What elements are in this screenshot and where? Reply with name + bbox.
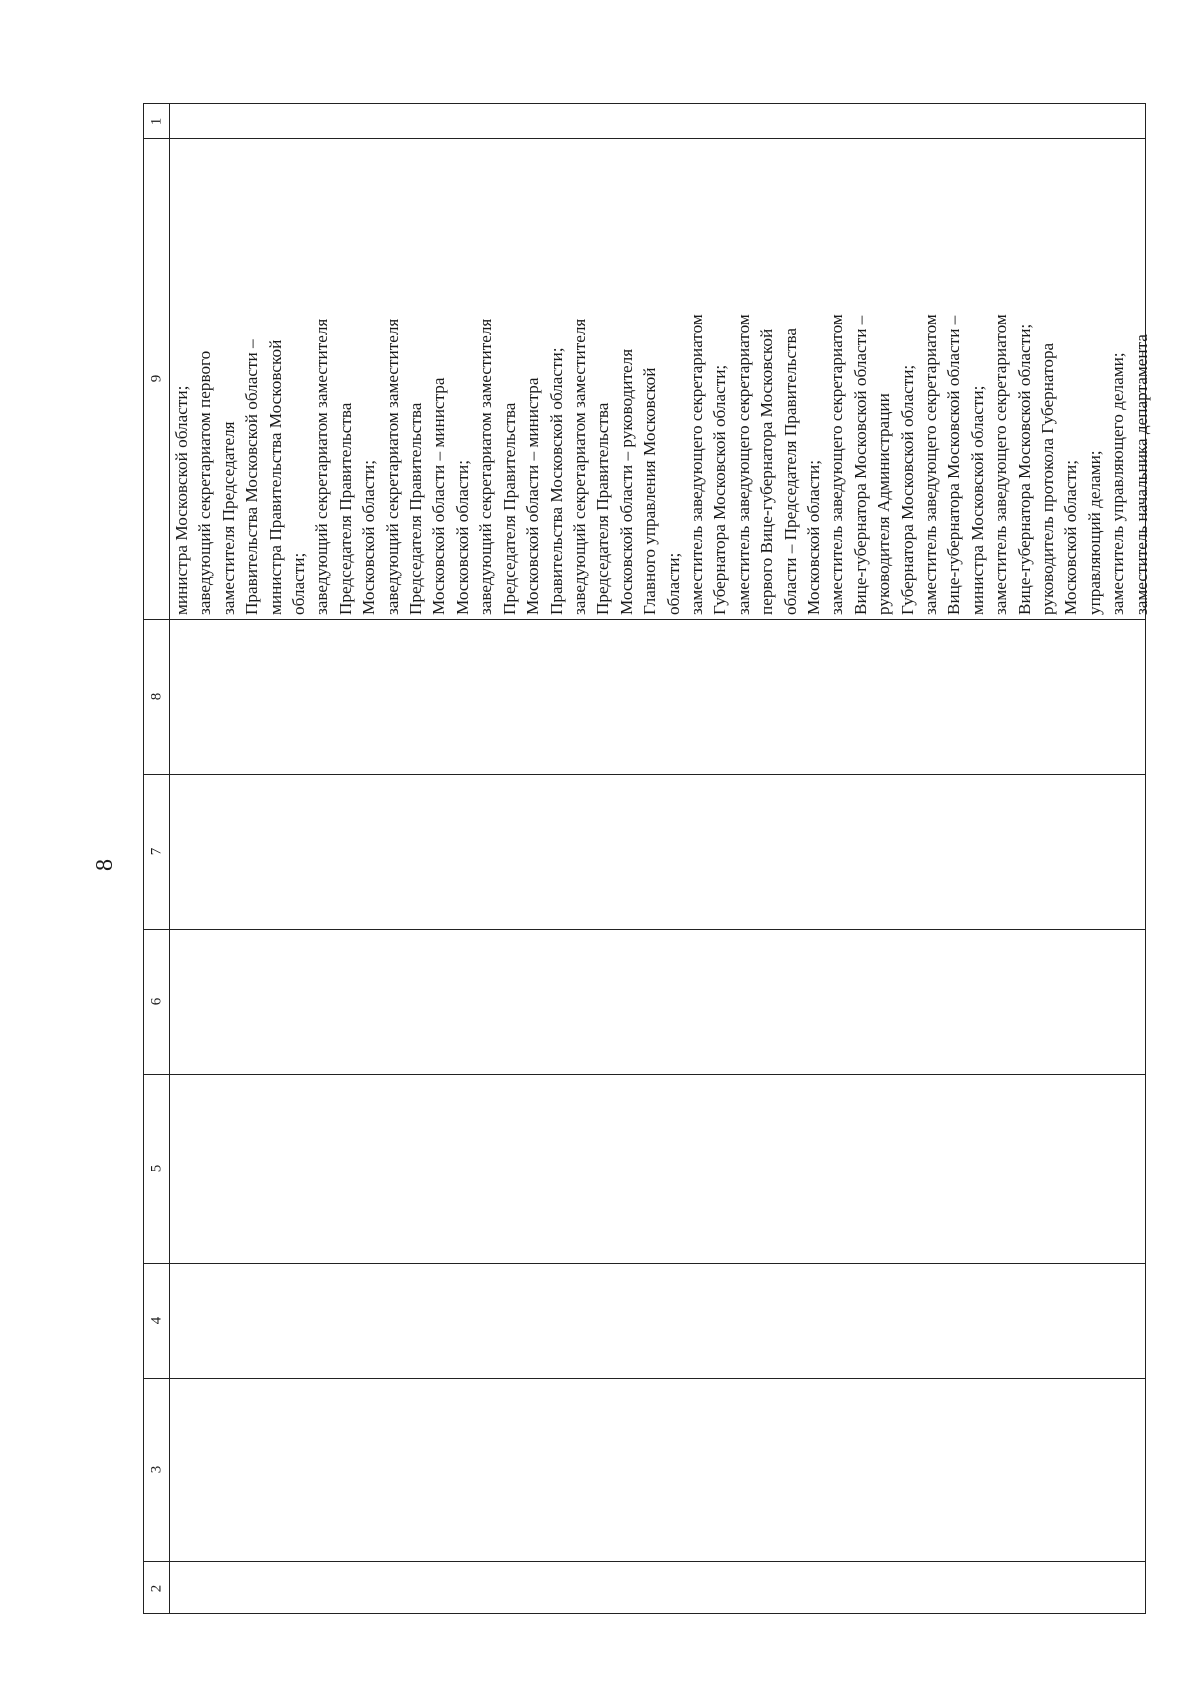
column-8-line: Московской области; xyxy=(452,459,472,615)
column-8-line: руководитель протокола Губернатора xyxy=(1038,342,1058,615)
document-table xyxy=(143,103,1151,1614)
column-divider-7-6 xyxy=(144,774,1145,775)
column-8-line: заместитель заведующего секретариатом xyxy=(686,314,706,615)
column-8-line: заведующий секретариатом заместителя xyxy=(312,318,332,615)
column-8-line: управляющий делами; xyxy=(1084,450,1104,615)
page-number-text: 8 xyxy=(91,859,118,871)
column-number-8: 8 xyxy=(148,692,164,701)
column-8-line: Московской области; xyxy=(359,459,379,615)
column-8-line: Вице-губернатора Московской области – xyxy=(850,315,870,615)
column-8-line: области; xyxy=(289,552,309,615)
column-8-line: Губернатора Московской области; xyxy=(897,364,917,615)
column-8-line: Московской области – министра xyxy=(523,377,543,615)
column-8-line: Правительства Московской области – xyxy=(242,339,262,615)
column-8-line: заведующий секретариатом заместителя xyxy=(382,318,402,615)
column-8-line: Московской области – руководителя xyxy=(616,348,636,615)
column-divider-5-4 xyxy=(144,1074,1145,1075)
column-8-line: заместитель управляющего делами; xyxy=(1108,352,1128,615)
page-number xyxy=(91,855,118,875)
column-number-2: 2 xyxy=(148,1584,164,1592)
column-8-line: Председателя Правительства xyxy=(335,402,355,615)
column-number-4: 4 xyxy=(148,1316,164,1325)
column-number-3: 3 xyxy=(148,1465,164,1474)
column-divider-9-8 xyxy=(144,138,1145,139)
column-number-1: 1 xyxy=(148,117,164,125)
column-number-6: 6 xyxy=(148,997,164,1006)
column-8-line: заместитель заведующего секретариатом xyxy=(827,314,847,615)
column-8-line: Вице-губернатора Московской области – xyxy=(944,315,964,615)
column-divider-3-2 xyxy=(144,1378,1145,1379)
column-divider-2-1 xyxy=(144,1561,1145,1562)
column-8-line: заместитель начальника департамента xyxy=(1131,334,1151,615)
column-8-line: Правительства Московской области; xyxy=(546,347,566,615)
column-8-line: области – Председателя Правительства xyxy=(780,327,800,615)
column-8-line: заведующий секретариатом первого xyxy=(195,350,215,615)
column-8-line: заместитель заведующего секретариатом xyxy=(991,314,1011,615)
column-8-line: Московской области; xyxy=(1061,459,1081,615)
column-8-line: Председателя Правительства xyxy=(593,402,613,615)
column-8-line: заместитель заведующего секретариатом xyxy=(921,314,940,615)
column-8-line: министра Правительства Московской xyxy=(265,339,285,615)
column-8-line: руководителя Администрации xyxy=(874,393,894,615)
column-divider-6-5 xyxy=(144,929,1145,930)
column-number-9: 9 xyxy=(148,374,164,383)
column-8-line: первого Вице-губернатора Московской xyxy=(757,328,777,615)
column-8-line: Вице-губернатора Московской области; xyxy=(1014,323,1034,615)
column-8-line: заведующий секретариатом заместителя xyxy=(476,318,496,615)
column-8-line: Губернатора Московской области; xyxy=(710,364,730,615)
column-divider-8-7 xyxy=(144,619,1145,620)
column-8-text xyxy=(170,249,1153,615)
column-8-line: Главного управления Московской xyxy=(640,367,660,615)
column-8-line: заведующий секретариатом заместителя xyxy=(569,318,589,615)
column-number-5: 5 xyxy=(148,1164,164,1173)
column-divider-4-3 xyxy=(144,1263,1145,1264)
column-8-line: Председателя Правительства xyxy=(406,402,426,615)
column-number-7: 7 xyxy=(148,847,164,856)
column-8-line: министра Московской области; xyxy=(172,385,191,615)
column-8-line: заместителя Председателя xyxy=(218,421,238,615)
column-8-line: министра Московской области; xyxy=(967,385,987,615)
column-8-line: области; xyxy=(663,552,683,615)
column-8-line: заместитель заведующего секретариатом xyxy=(733,314,753,615)
column-8-line: Московской области; xyxy=(803,459,823,615)
column-8-line: Московской области – министра xyxy=(429,377,449,615)
column-8-line: Председателя Правительства xyxy=(499,402,519,615)
